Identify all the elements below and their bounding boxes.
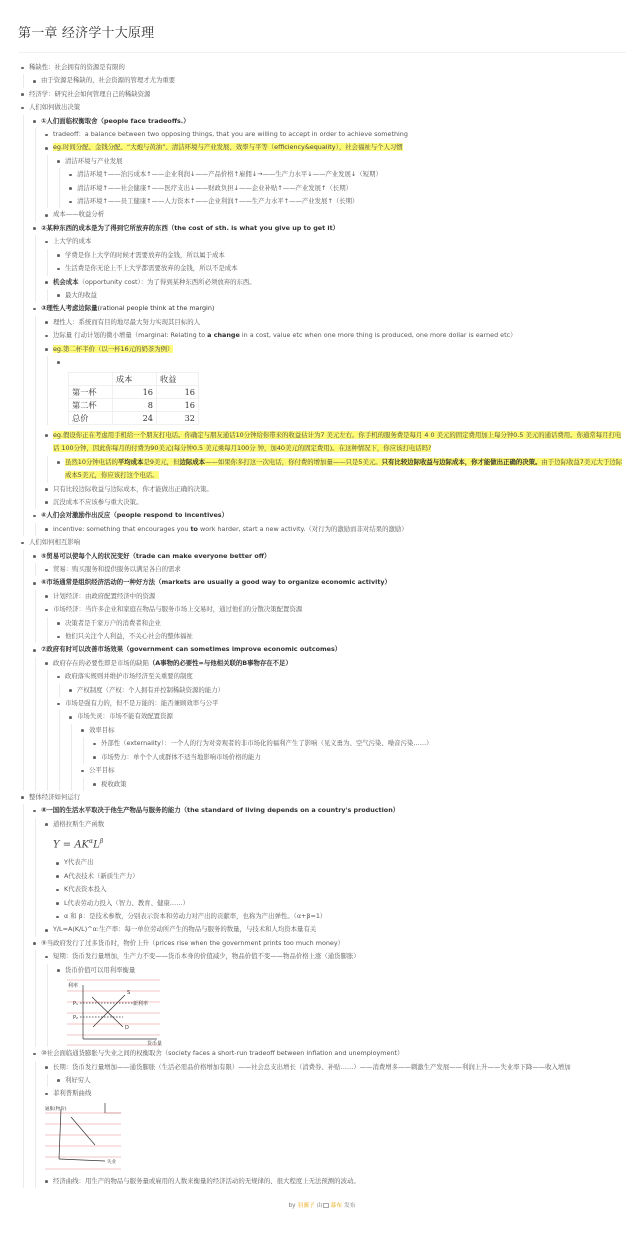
principle-7[interactable]: ⑦政府有时可以改善市场效果（government can sometimes improve economic outcomes） 政府存在的必要性即是市场的缺陷（A事物的必要性=与他相关联的B事物存在不足） 政府落实规则并维护市场经济至关重要的制度 产权制度（产权：个人拥有并控制稀缺资源的能力） 市场是强有力的，但不是万能的：能否兼顾效率与公平 市场失灵：市场不能有效配置资源 效率目标 外部性（externality）：一个人的行为对旁观者的非市场化的福利产生了影响（见义勇为、空气污染、噪音污染……） 市场势力：单个个人或群体不适当地影响市场价格的能力 公平目标 税收政策 <box>30 643 626 790</box>
outline-item[interactable]: 市场是强有力的，但不是万能的：能否兼顾效率与公平 市场失灵：市场不能有效配置资源 效率目标 外部性（externality）：一个人的行为对旁观者的非市场化的福利产生了影响（见义勇为、空气污染、噪音污染……） 市场势力：单个个人或群体不适当地影响市场价格的能力 公平目标 税收政策 <box>54 697 626 791</box>
outline-item[interactable]: 边际量 行动计划的微小增量（marginal: Relating to a change in a cost, value etc when one more thing is produced, one more dollar is earned etc） <box>42 329 626 342</box>
outline-item[interactable]: 经济曲线：用生产的物品与服务量或雇用的人数来衡量的经济活动的无规律的、很大程度上无法预测的波动。 <box>42 1175 626 1188</box>
outline-item-highlight[interactable] <box>42 141 626 208</box>
svg-text:通胀(物价): 通胀(物价) <box>45 1106 67 1112</box>
outline-item[interactable]: 效率目标 外部性（externality）：一个人的行为对旁观者的非市场化的福利产生了影响（见义勇为、空气污染、噪音污染……） 市场势力：单个个人或群体不适当地影响市场价格的能力 <box>78 724 626 764</box>
outline-item[interactable]: 他们只关注个人利益，不关心社会的整体福祉 <box>54 630 626 643</box>
money-supply-sketch <box>65 977 165 1047</box>
author-link[interactable]: 羽翼子 <box>297 1203 315 1210</box>
principle-6[interactable]: ⑥市场通常是组织经济活动的一种好方法（markets are usually a good way to organize economic activity） 计划经济：由政府配置经济中的资源 市场经济：当许多企业和家庭在物品与服务市场上交易时，通过他们的分散决策配置资源 决策者是千家万户的消费者和企业 他们只关注个人利益，不关心社会的整体福祉 <box>30 576 626 643</box>
outline-item[interactable]: 菲利普斯曲线 通胀(物价) 失业 <box>42 1087 626 1174</box>
highlighted-text: eg.第二杯半价（以一杯16元的奶茶为例） <box>53 344 174 353</box>
svg-text:利率: 利率 <box>68 983 79 990</box>
outline-item[interactable]: 清洁环境↑——治污成本↑——企业利润↓——产品价格↑雇佣↓→——生产力水平↓——产业发展↓（短期） <box>66 168 626 181</box>
outline-item[interactable]: 理性人：系统而有目的地尽最大努力实现其目标的人 <box>42 316 626 329</box>
outline-item[interactable]: 最大的收益 <box>54 289 626 302</box>
outline-item[interactable]: 政府落实规则并维护市场经济至关重要的制度 产权制度（产权：个人拥有并控制稀缺资源的能力） <box>54 670 626 697</box>
outline-item[interactable]: 短期：货币发行量增加，生产力不变——货币本身的价值减少，物品价值不变——物品价格上涨（通货膨胀） 货币价值可以用利率衡量 利率 P₁ P₂ S D 新利率 货币量 <box>42 950 626 1047</box>
outline-item-economics[interactable]: 经济学：研究社会如何管理自己的稀缺资源 <box>18 88 626 101</box>
outline-item[interactable]: A代表技术（新质生产力） <box>53 870 626 883</box>
outline-item[interactable]: 市场经济：当许多企业和家庭在物品与服务市场上交易时，通过他们的分散决策配置资源 决策者是千家万户的消费者和企业 他们只关注个人利益，不关心社会的整体福祉 <box>42 603 626 643</box>
svg-text:货币量: 货币量 <box>147 1041 163 1048</box>
svg-text:新利率: 新利率 <box>133 1001 149 1008</box>
outline-item-highlight[interactable] <box>42 429 626 483</box>
highlighted-text: eg.假设你正在考虑用手机给一个朋友打电话。你确定与朋友通话10分钟给你带来的收益估计为7 美元左右。你手机的服务费是每月 4 0 美元的固定费用加上每分钟0.5 美元的通话费用。你通常每月打电话 100分钟，因此你每月的付费为90美元(每分钟0.5 美元乘每月100分 钟，加40美元的固定费用)。在这种情况下，你应该打电话吗? <box>53 430 622 453</box>
principle-5[interactable]: ⑤贸易可以使每个人的状况变好（trade can make everyone better off） 贸易：购买服务和提供服务以满足各自的需求 <box>30 550 626 577</box>
outline-item[interactable]: 学费是你上大学的时候才需要放弃的金钱，所以属于成本 <box>54 249 626 262</box>
outline-item[interactable]: 货币价值可以用利率衡量 利率 P₁ P₂ S D 新利率 货币量 <box>54 964 626 1047</box>
phillips-curve-sketch <box>43 1101 123 1175</box>
cobb-douglas-formula: $Y = AK^\alpha L^\beta$ <box>53 838 104 851</box>
principle-1[interactable]: ①人们面临权衡取舍（people face tradeoffs.） tradeoff：a balance between two opposing things, that you are willing to accept in order to achieve something eg.时间分配、金钱分配、“大炮与黄油”、清洁环境与产业发展、效率与平等（efficiency&equality）、社会福祉与个人习惯 清洁环境与产业发展 清洁环境↑——治污成本↑——企业利润↓——产品价格↑雇佣↓→——生产力水平↓——产业发展↓（短期） 清洁环境↑——社会健康↑——医疗支出↓——财政负担↓——企业补贴↑——产业发展↑（长期） 清洁环境↑——员工健康↑——人力资本↑——企业利润↑——生产力水平↑——产业发展↑（长期） 成本——收益分析 <box>30 115 626 222</box>
outline-item[interactable]: α 和 β：是技术参数，分别表示资本和劳动力对产出的贡献率，也称为产出弹性。（α+β=1） <box>53 910 626 923</box>
outline-item[interactable]: 清洁环境↑——社会健康↑——医疗支出↓——财政负担↓——企业补贴↑——产业发展↑（长期） <box>66 182 626 195</box>
outline-item[interactable]: 市场势力：单个个人或群体不适当地影响市场价格的能力 <box>90 751 626 764</box>
platform-link[interactable]: 幕布 <box>330 1203 343 1210</box>
principle-8[interactable]: ⑧一国的生活水平取决于他生产物品与服务的能力（the standard of living depends on a country's production） 道格拉斯生产函数 $Y = AK^\alpha L^\beta$ Y代表产出 A代表技术（新质生产力） K代表资本投入 L代表劳动力投入（智力、教育、健康……） α 和 β：是技术参数，分别表示资本和劳动力对产出的贡献率，也称为产出弹性。（α+β=1） Y/L=A(K/L)^α:生产率：每一单位劳动所产生的物品与服务的数量，与技术和人均资本量有关 <box>30 804 626 937</box>
svg-text:P₁: P₁ <box>73 1001 79 1008</box>
outline-item[interactable]: 税收政策 <box>90 778 626 791</box>
outline-item[interactable]: 贸易：购买服务和提供服务以满足各自的需求 <box>42 563 626 576</box>
outline-item[interactable]: 道格拉斯生产函数 $Y = AK^\alpha L^\beta$ Y代表产出 A代表技术（新质生产力） K代表资本投入 L代表劳动力投入（智力、教育、健康……） α 和 β：是技术参数，分别表示资本和劳动力对产出的贡献率，也称为产出弹性。（α+β=1） <box>42 818 626 924</box>
outline-item[interactable]: 公平目标 税收政策 <box>78 764 626 791</box>
outline-item-whole-economy[interactable]: 整体经济如何运行 ⑧一国的生活水平取决于他生产物品与服务的能力（the standard of living depends on a country's production） 道格拉斯生产函数 $Y = AK^\alpha L^\beta$ Y代表产出 A代表技术（新质生产力） K代表资本投入 L代表劳动力投入（智力、教育、健康……） α 和 β：是技术参数，分别表示资本和劳动力对产出的贡献率，也称为产出弹性。（α+β=1） Y/L=A(K/L)^α:生产率：每一单位劳动所产生的物品与服务的数量，与技术和人均资本量有关 ⑨当政府发行了过多货币时，物价上升（prices rise when the government prints too much money） 短期：货币发行量增加，生产力不变——货币本身的价值减少，物品价值不变——物品价格上涨（通货膨胀） 货币价值可以用利率衡量 利率 P₁ P₂ S D 新利率 货币量 ⑩社会面临通货膨胀与失业之间的权衡取舍（society faces a short-run tradeoff between inflation and unemployment） 长期：货币发行量增加——通货膨胀（生活必需品价格增加有限）——社会总支出增长（消费券、补贴……）——消费增多——刺激生产发展——利润上升——失业率下降——收入增加 利好穷人 菲利普斯曲线 通胀(物价) 失业 经济曲线：用生产的物品与服务量或雇用的人数来衡量的经济活动的无规律的、很大程度上无法预测的波动。 <box>18 791 626 1188</box>
principle-3[interactable]: ③理性人考虑边际量(rational people think at the margin) 理性人：系统而有目的地尽最大努力实现其目标的人 边际量 行动计划的微小增量（marginal: Relating to a change in a cost, value etc when one more thing is produced, one more dollar is earned etc） eg.第二杯半价（以一杯16元的奶茶为例） 成本 收益 第一杯 16 16 第二杯 8 16 总价 24 32 eg.假设你正在考虑用手机给一个朋友打电话。你确定与朋友通话10分钟给你带来的收益估计为7 美元左右。你手机的服务费是每月 4 0 美元的固定费用加上每分钟0.5 美元的通话费用。你通常每月打电话 100分钟，因此你每月的付费为90美元(每分钟0.5 美元乘每月100分 钟，加40美元的固定费用)。在这种情况下，你应该打电话吗? 虽然10分钟电话的平均成本是9美元，但边际成本——如果你多打这一次电话，你付费的增加量——只是5美元。只有比较边际收益与边际成本，你才能做出正确的决策。由于边际收益7美元大于边际成本5美元，你应该打这个电话。 只有比较边际收益与边际成本，你才能做出正确的决策。 沉没成本不应该参与重大决策。 <box>30 302 626 509</box>
page-title: 第一章 经济学十大原理 <box>18 26 155 41</box>
outline-item[interactable]: 清洁环境↑——员工健康↑——人力资本↑——企业利润↑——生产力水平↑——产业发展↑（长期） <box>66 195 626 208</box>
principle-4[interactable]: ④人们会对激励作出反应（people respond to incentives） incentive: something that encourages you to work harder, start a new activity.（对行为的激励而非对结果的激励） <box>30 509 626 536</box>
outline-item[interactable]: L代表劳动力投入（智力、教育、健康……） <box>53 897 626 910</box>
outline-item-table[interactable] <box>54 356 626 425</box>
outline-tree <box>18 61 626 1188</box>
outline-item[interactable]: 计划经济：由政府配置经济中的资源 <box>42 590 626 603</box>
outline-item[interactable]: 长期：货币发行量增加——通货膨胀（生活必需品价格增加有限）——社会总支出增长（消费券、补贴……）——消费增多——刺激生产发展——利润上升——失业率下降——收入增加 利好穷人 <box>42 1061 626 1088</box>
svg-text:D: D <box>125 1025 129 1032</box>
outline-item[interactable]: 政府存在的必要性即是市场的缺陷（A事物的必要性=与他相关联的B事物存在不足） 政府落实规则并维护市场经济至关重要的制度 产权制度（产权：个人拥有并控制稀缺资源的能力） 市场是强有力的，但不是万能的：能否兼顾效率与公平 市场失灵：市场不能有效配置资源 效率目标 外部性（externality）：一个人的行为对旁观者的非市场化的福利产生了影响（见义勇为、空气污染、噪音污染……） 市场势力：单个个人或群体不适当地影响市场价格的能力 公平目标 税收政策 <box>42 657 626 791</box>
principle-2[interactable]: ②某种东西的成本是为了得到它所放弃的东西（the cost of sth. is what you give up to get it） 上大学的成本 学费是你上大学的时候才需要放弃的金钱，所以属于成本 生活费是你无论上不上大学都需要放弃的金钱，所以不是成本 机会成本（opportunity cost）：为了得到某种东西所必须放弃的东西。 最大的收益 <box>30 222 626 302</box>
outline-item[interactable]: 外部性（externality）：一个人的行为对旁观者的非市场化的福利产生了影响（见义勇为、空气污染、噪音污染……） <box>90 737 626 750</box>
principle-9[interactable]: ⑨当政府发行了过多货币时，物价上升（prices rise when the government prints too much money） 短期：货币发行量增加，生产力不变——货币本身的价值减少，物品价值不变——物品价格上涨（通货膨胀） 货币价值可以用利率衡量 利率 P₁ P₂ S D 新利率 货币量 <box>30 937 626 1047</box>
outline-item[interactable]: 利好穷人 <box>54 1074 626 1087</box>
svg-text:P₂: P₂ <box>73 1015 79 1022</box>
outline-item-scarcity[interactable]: 稀缺性：社会拥有的资源是有限的 由于资源是稀缺的，社会资源的管理才尤为重要 <box>18 61 626 88</box>
title-divider <box>18 52 626 53</box>
outline-item-interact[interactable]: 人们如何相互影响 ⑤贸易可以使每个人的状况变好（trade can make everyone better off） 贸易：购买服务和提供服务以满足各自的需求 ⑥市场通常是组织经济活动的一种好方法（markets are usually a good way to organize economic activity） 计划经济：由政府配置经济中的资源 市场经济：当许多企业和家庭在物品与服务市场上交易时，通过他们的分散决策配置资源 决策者是千家万户的消费者和企业 他们只关注个人利益，不关心社会的整体福祉 ⑦政府有时可以改善市场效果（government can sometimes improve economic outcomes） 政府存在的必要性即是市场的缺陷（A事物的必要性=与他相关联的B事物存在不足） 政府落实规则并维护市场经济至关重要的制度 产权制度（产权：个人拥有并控制稀缺资源的能力） 市场是强有力的，但不是万能的：能否兼顾效率与公平 市场失灵：市场不能有效配置资源 效率目标 外部性（externality）：一个人的行为对旁观者的非市场化的福利产生了影响（见义勇为、空气污染、噪音污染……） 市场势力：单个个人或群体不适当地影响市场价格的能力 公平目标 税收政策 <box>18 536 626 791</box>
svg-text:失业: 失业 <box>107 1159 116 1165</box>
outline-item[interactable]: 产权制度（产权：个人拥有并控制稀缺资源的能力） <box>66 684 626 697</box>
outline-item[interactable]: 市场失灵：市场不能有效配置资源 效率目标 外部性（externality）：一个人的行为对旁观者的非市场化的福利产生了影响（见义勇为、空气污染、噪音污染……） 市场势力：单个个人或群体不适当地影响市场价格的能力 公平目标 税收政策 <box>66 710 626 790</box>
outline-item-decisions[interactable]: 人们如何做出决策 ①人们面临权衡取舍（people face tradeoffs.） tradeoff：a balance between two opposing things, that you are willing to accept in order to achieve something eg.时间分配、金钱分配、“大炮与黄油”、清洁环境与产业发展、效率与平等（efficiency&equality）、社会福祉与个人习惯 清洁环境与产业发展 清洁环境↑——治污成本↑——企业利润↓——产品价格↑雇佣↓→——生产力水平↓——产业发展↓（短期） 清洁环境↑——社会健康↑——医疗支出↓——财政负担↓——企业补贴↑——产业发展↑（长期） 清洁环境↑——员工健康↑——人力资本↑——企业利润↑——生产力水平↑——产业发展↑（长期） 成本——收益分析 ②某种东西的成本是为了得到它所放弃的东西（the cost of sth. is what you give up to get it） 上大学的成本 学费是你上大学的时候才需要放弃的金钱，所以属于成本 生活费是你无论上不上大学都需要放弃的金钱，所以不是成本 机会成本（opportunity cost）：为了得到某种东西所必须放弃的东西。 最大的收益 ③理性人考虑边际量(rational people think at the margin) 理性人：系统而有目的地尽最大努力实现其目标的人 边际量 行动计划的微小增量（marginal: Relating to a change in a cost, value etc when one more thing is produced, one more dollar is earned etc） eg.第二杯半价（以一杯16元的奶茶为例） 成本 收益 第一杯 16 16 第二杯 8 16 总价 24 32 eg.假设你正在考虑用手机给一个朋友打电话。你确定与朋友通话10分钟给你带来的收益估计为7 美元左右。你手机的服务费是每月 4 0 美元的固定费用加上每分钟0.5 美元的通话费用。你通常每月打电话 100分钟，因此你每月的付费为90美元(每分钟0.5 美元乘每月100分 钟，加40美元的固定费用)。在这种情况下，你应该打电话吗? 虽然10分钟电话的平均成本是9美元，但边际成本——如果你多打这一次电话，你付费的增加量——只是5美元。只有比较边际收益与边际成本，你才能做出正确的决策。由于边际收益7美元大于边际成本5美元，你应该打这个电话。 只有比较边际收益与边际成本，你才能做出正确的决策。 沉没成本不应该参与重大决策。 ④人们会对激励作出反应（people respond to incentives） incentive: something that encourages you to work harder, start a new activity.（对行为的激励而非对结果的激励） <box>18 101 626 536</box>
outline-item[interactable]: 成本——收益分析 <box>42 208 626 221</box>
outline-item[interactable]: incentive: something that encourages you to work harder, start a new activity.（对行为的激励而非对结果的激励） <box>42 523 626 536</box>
footer: by 羽翼子 由 幕布 发布 <box>288 1203 356 1210</box>
outline-item[interactable]: 沉没成本不应该参与重大决策。 <box>42 496 626 509</box>
mubu-logo-icon <box>323 1203 329 1208</box>
outline-item[interactable]: tradeoff：a balance between two opposing things, that you are willing to accept in order to achieve something <box>42 128 626 141</box>
outline-item[interactable]: 生活费是你无论上不上大学都需要放弃的金钱，所以不是成本 <box>54 262 626 275</box>
outline-item-highlight[interactable] <box>42 343 626 425</box>
outline-item[interactable]: Y/L=A(K/L)^α:生产率：每一单位劳动所产生的物品与服务的数量，与技术和人均资本量有关 <box>42 923 626 936</box>
outline-item[interactable]: 只有比较边际收益与边际成本，你才能做出正确的决策。 <box>42 483 626 496</box>
outline-item-highlight[interactable]: 虽然10分钟电话的平均成本是9美元，但边际成本——如果你多打这一次电话，你付费的增加量——只是5美元。只有比较边际收益与边际成本，你才能做出正确的决策。由于边际收益7美元大于边际成本5美元，你应该打这个电话。 <box>54 456 626 483</box>
principle-10[interactable]: ⑩社会面临通货膨胀与失业之间的权衡取舍（society faces a short-run tradeoff between inflation and unemployment） 长期：货币发行量增加——通货膨胀（生活必需品价格增加有限）——社会总支出增长（消费券、补贴……）——消费增多——刺激生产发展——利润上升——失业率下降——收入增加 利好穷人 菲利普斯曲线 通胀(物价) 失业 经济曲线：用生产的物品与服务量或雇用的人数来衡量的经济活动的无规律的、很大程度上无法预测的波动。 <box>30 1047 626 1188</box>
outline-item[interactable]: 机会成本（opportunity cost）：为了得到某种东西所必须放弃的东西。 最大的收益 <box>42 276 626 303</box>
outline-item[interactable]: Y代表产出 <box>53 856 626 869</box>
outline-item[interactable]: 由于资源是稀缺的，社会资源的管理才尤为重要 <box>30 74 626 87</box>
outline-item[interactable]: 清洁环境与产业发展 清洁环境↑——治污成本↑——企业利润↓——产品价格↑雇佣↓→——生产力水平↓——产业发展↓（短期） 清洁环境↑——社会健康↑——医疗支出↓——财政负担↓——企业补贴↑——产业发展↑（长期） 清洁环境↑——员工健康↑——人力资本↑——企业利润↑——生产力水平↑——产业发展↑（长期） <box>54 155 626 209</box>
outline-item[interactable]: 上大学的成本 学费是你上大学的时候才需要放弃的金钱，所以属于成本 生活费是你无论上不上大学都需要放弃的金钱，所以不是成本 <box>42 235 626 275</box>
milk-tea-table: 成本 收益 第一杯 16 16 第二杯 8 16 总价 24 32 <box>68 372 199 425</box>
highlighted-text: eg.时间分配、金钱分配、“大炮与黄油”、清洁环境与产业发展、效率与平等（efficiency&equality）、社会福祉与个人习惯 <box>53 143 403 152</box>
outline-item[interactable]: K代表资本投入 <box>53 883 626 896</box>
outline-item[interactable]: 决策者是千家万户的消费者和企业 <box>54 617 626 630</box>
svg-text:S: S <box>127 990 131 997</box>
